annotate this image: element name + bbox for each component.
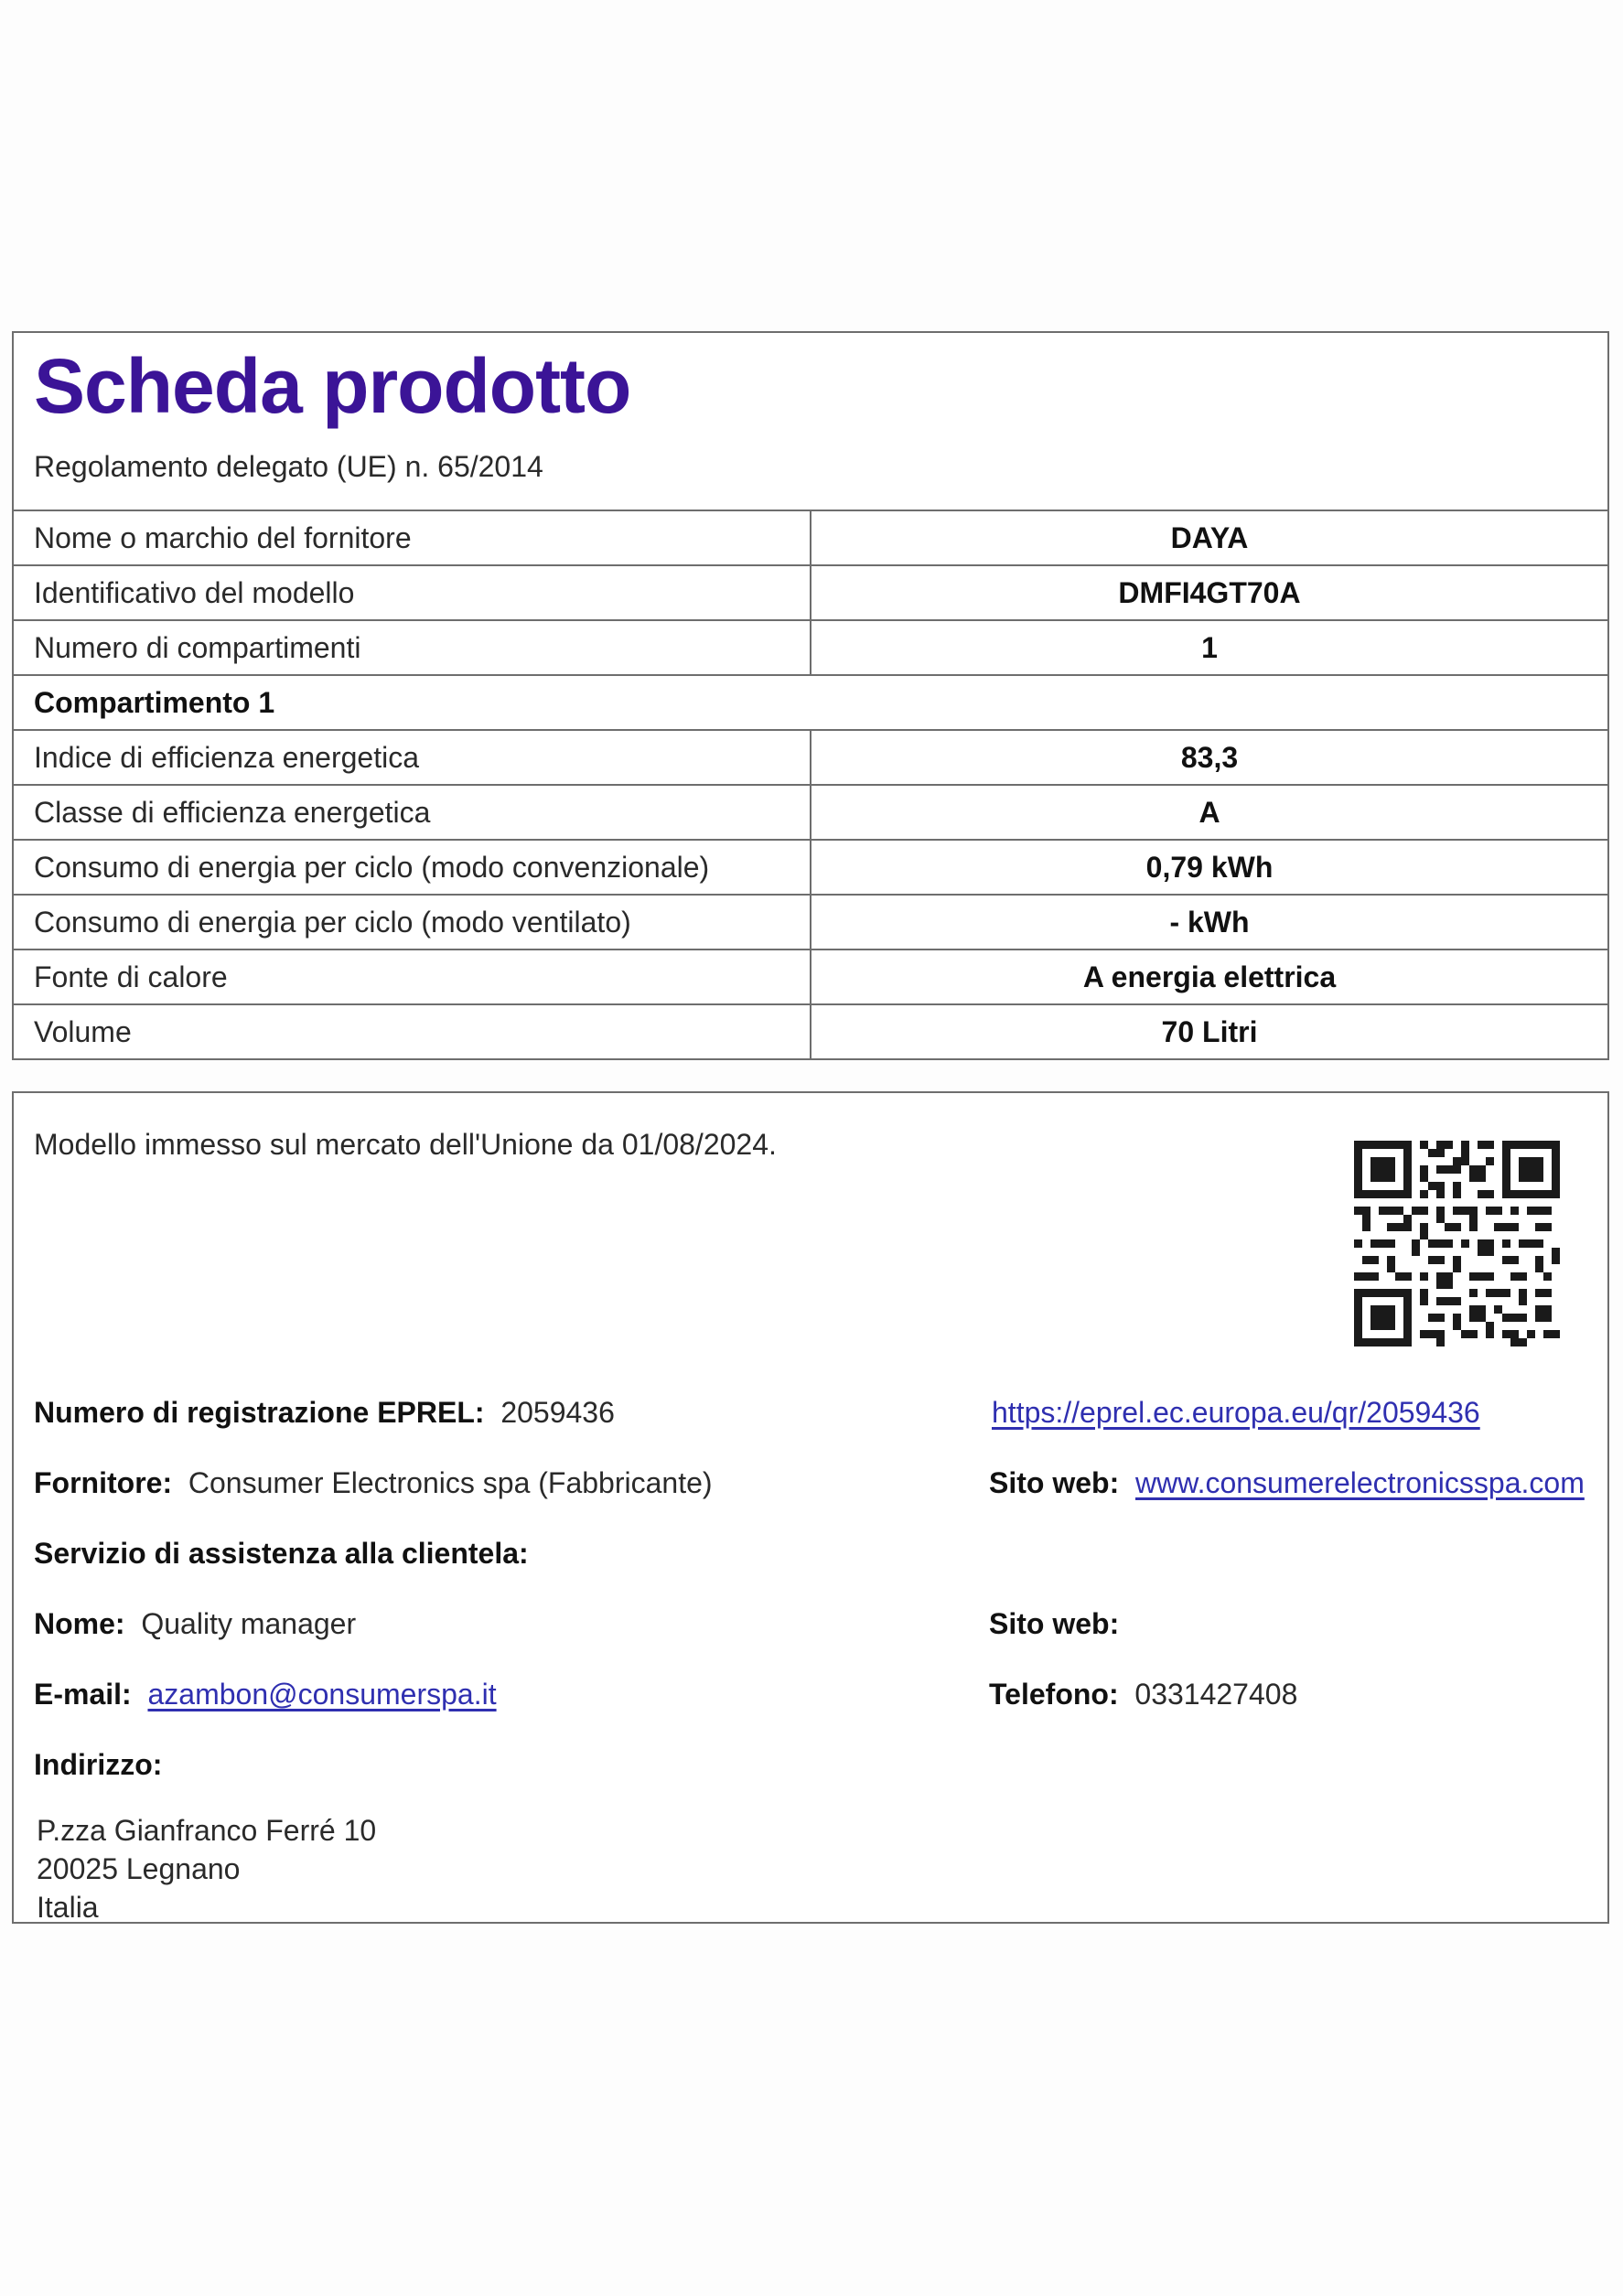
address-line: Italia xyxy=(37,1891,99,1924)
eprel-link[interactable]: https://eprel.ec.europa.eu/qr/2059436 xyxy=(992,1396,1480,1429)
compartment-heading-row xyxy=(14,674,1607,729)
row-label: Identificativo del modello xyxy=(34,576,355,609)
website-line xyxy=(989,1466,1585,1500)
row-value: DMFI4GT70A xyxy=(1118,576,1301,609)
spec-rows xyxy=(14,510,1607,1058)
email-line xyxy=(34,1678,497,1711)
table-row xyxy=(14,1003,1607,1058)
table-row xyxy=(14,839,1607,894)
eprel-value: 2059436 xyxy=(500,1396,615,1429)
supplier-label: Fornitore: xyxy=(34,1466,173,1499)
row-value: A xyxy=(1198,796,1220,829)
row-label: Consumo di energia per ciclo (modo convenzionale) xyxy=(34,851,710,884)
website-link[interactable]: www.consumerelectronicsspa.com xyxy=(1135,1466,1585,1499)
customer-service-heading: Servizio di assistenza alla clientela: xyxy=(34,1537,529,1570)
row-value: 83,3 xyxy=(1180,741,1239,774)
regulation-subtitle: Regolamento delegato (UE) n. 65/2014 xyxy=(34,450,543,483)
address-line: 20025 Legnano xyxy=(37,1852,241,1885)
phone-label: Telefono: xyxy=(989,1678,1119,1711)
compartment-heading: Compartimento 1 xyxy=(34,686,275,719)
phone-value: 0331427408 xyxy=(1134,1678,1298,1711)
row-value: 0,79 kWh xyxy=(1145,851,1274,884)
row-label: Numero di compartimenti xyxy=(34,631,361,664)
table-row xyxy=(14,510,1607,564)
qr-code-icon[interactable] xyxy=(1354,1141,1560,1346)
address-label: Indirizzo: xyxy=(34,1748,163,1781)
address-line: P.zza Gianfranco Ferré 10 xyxy=(37,1814,377,1847)
table-row xyxy=(14,564,1607,619)
row-value: 1 xyxy=(1201,631,1218,664)
supplier-line xyxy=(34,1466,713,1500)
table-row xyxy=(14,784,1607,839)
supplier-info-box xyxy=(12,1091,1609,1924)
address-block xyxy=(37,1811,376,1926)
table-row xyxy=(14,949,1607,1003)
table-row xyxy=(14,619,1607,674)
phone-line xyxy=(989,1678,1297,1711)
row-value: - kWh xyxy=(1169,906,1250,939)
product-sheet-table xyxy=(12,331,1609,1060)
website-label: Sito web: xyxy=(989,1466,1120,1499)
table-row xyxy=(14,894,1607,949)
row-label: Indice di efficienza energetica xyxy=(34,741,420,774)
contact-name-line xyxy=(34,1607,356,1641)
supplier-value: Consumer Electronics spa (Fabbricante) xyxy=(188,1466,713,1499)
row-label: Fonte di calore xyxy=(34,960,228,993)
table-row xyxy=(14,729,1607,784)
row-label: Consumo di energia per ciclo (modo ventilato) xyxy=(34,906,631,939)
email-link[interactable]: azambon@consumerspa.it xyxy=(147,1678,497,1711)
service-website-label: Sito web: xyxy=(989,1607,1120,1640)
row-value: 70 Litri xyxy=(1161,1015,1258,1048)
row-label: Nome o marchio del fornitore xyxy=(34,521,412,554)
market-date-text: Modello immesso sul mercato dell'Unione da 01/08/2024. xyxy=(34,1128,777,1161)
row-label: Classe di efficienza energetica xyxy=(34,796,431,829)
email-label: E-mail: xyxy=(34,1678,132,1711)
row-label: Volume xyxy=(34,1015,132,1048)
row-value: A energia elettrica xyxy=(1082,960,1337,993)
row-value: DAYA xyxy=(1170,521,1249,554)
name-label: Nome: xyxy=(34,1607,125,1640)
eprel-label: Numero di registrazione EPREL: xyxy=(34,1396,485,1429)
page-title: Scheda prodotto xyxy=(34,343,631,429)
eprel-registration xyxy=(34,1396,615,1430)
name-value: Quality manager xyxy=(141,1607,357,1640)
